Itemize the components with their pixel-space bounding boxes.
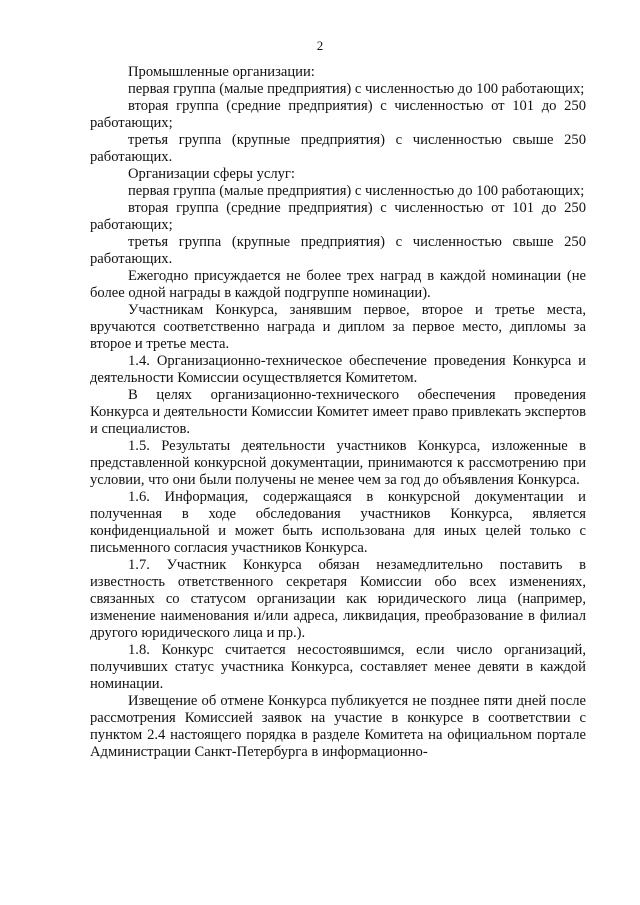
paragraph-1-7: 1.7. Участник Конкурса обязан незамедлительно поставить в известность ответственного секретаря Комиссии обо всех изменениях, связанных со статусом организации как юридического лица (например, изменение наименования и/или адреса, ликвидация, преобразование в филиал другого юридического лица и пр.). xyxy=(90,557,586,641)
paragraph-1-5: 1.5. Результаты деятельности участников Конкурса, изложенные в представленной конкурсной документации, принимаются к рассмотрению при условии, что они были получены не менее чем за год до объявления Конкурса. xyxy=(90,438,586,488)
section-heading-industrial: Промышленные организации: xyxy=(128,64,315,80)
list-item-industrial-group-3: третья группа (крупные предприятия) с численностью свыше 250 работающих. xyxy=(90,132,586,165)
paragraph-1-6: 1.6. Информация, содержащаяся в конкурсной документации и полученная в ходе обследования участников Конкурса, является конфиденциальной и может быть использована для иных целей только с письменного согласия участников Конкурса. xyxy=(90,489,586,556)
paragraph-awards-limit: Ежегодно присуждается не более трех наград в каждой номинации (не более одной награды в каждой подгруппе номинации). xyxy=(90,268,586,301)
section-heading-services: Организации сферы услуг: xyxy=(128,166,295,182)
paragraph-1-4: 1.4. Организационно-техническое обеспечение проведения Конкурса и деятельности Комиссии осуществляется Комитетом. xyxy=(90,353,586,386)
document-body xyxy=(90,64,586,761)
paragraph-experts: В целях организационно-технического обеспечения проведения Конкурса и деятельности Комиссии Комитет имеет право привлекать экспертов и специалистов. xyxy=(90,387,586,437)
paragraph-cancellation-notice: Извещение об отмене Конкурса публикуется не позднее пяти дней после рассмотрения Комиссией заявок на участие в конкурсе в соответствии с пунктом 2.4 настоящего порядка в разделе Комитета на официальном портале Администрации Санкт-Петербурга в информационно- xyxy=(90,693,586,760)
paragraph-awards-winners: Участникам Конкурса, занявшим первое, второе и третье места, вручаются соответственно награда и диплом за первое место, дипломы за второе и третье места. xyxy=(90,302,586,352)
page-number: 2 xyxy=(316,38,324,53)
list-item-services-group-1: первая группа (малые предприятия) с численностью до 100 работающих; xyxy=(128,183,585,199)
list-item-services-group-2: вторая группа (средние предприятия) с численностью от 101 до 250 работающих; xyxy=(90,200,586,233)
list-item-industrial-group-1: первая группа (малые предприятия) с численностью до 100 работающих; xyxy=(128,81,585,97)
paragraph-1-8: 1.8. Конкурс считается несостоявшимся, если число организаций, получивших статус участника Конкурса, составляет менее девяти в каждой номинации. xyxy=(90,642,586,692)
list-item-industrial-group-2: вторая группа (средние предприятия) с численностью от 101 до 250 работающих; xyxy=(90,98,586,131)
list-item-services-group-3: третья группа (крупные предприятия) с численностью свыше 250 работающих. xyxy=(90,234,586,267)
